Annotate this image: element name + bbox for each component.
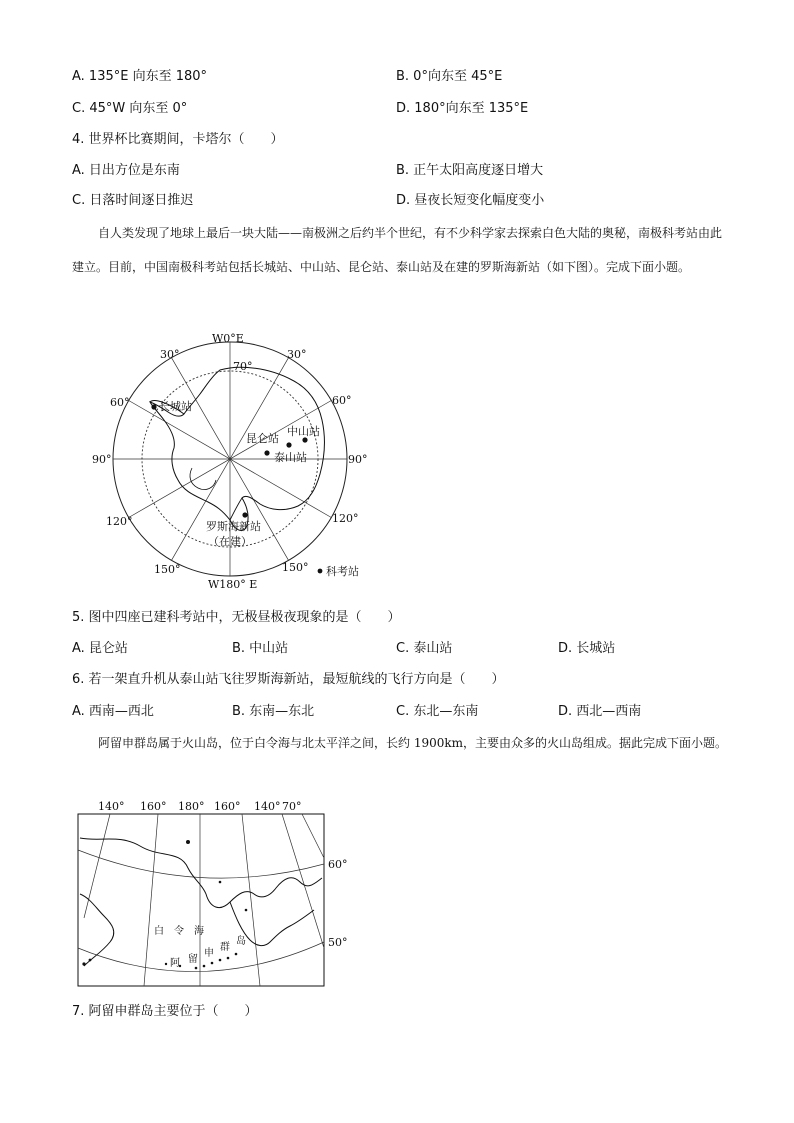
map1-lat-70: 70° (233, 360, 253, 373)
station-taishan-label: 泰山站 (274, 451, 307, 464)
q5-option-d: D. 长城站 (558, 641, 616, 656)
map2-sea-1: 白 (154, 926, 164, 937)
map1-tick-r60: 60° (332, 394, 352, 407)
q6-stem: 6. 若一架直升机从泰山站飞往罗斯海新站，最短航线的飞行方向是（ ） (72, 672, 505, 687)
map2-lon-160-right: 160° (214, 800, 241, 813)
map1-tick-l120: 120° (106, 515, 133, 528)
q6-option-c: C. 东北—东南 (396, 704, 479, 719)
station-luosihai-label: 罗斯海新站 (206, 520, 261, 533)
map2-lon-140-left: 140° (98, 800, 125, 813)
map1-tick-tl30: 30° (160, 348, 180, 361)
q4-stem: 4. 世界杯比赛期间，卡塔尔（ ） (72, 132, 284, 147)
q3-option-a: A. 135°E 向东至 180° (72, 69, 208, 84)
map2-lon-160-left: 160° (140, 800, 167, 813)
q7-stem: 7. 阿留申群岛主要位于（ ） (72, 1004, 258, 1019)
map1-tick-r120: 120° (332, 512, 359, 525)
q5-option-b: B. 中山站 (232, 641, 289, 656)
q5-option-c: C. 泰山站 (396, 641, 453, 656)
map2-lat-60: 60° (328, 858, 348, 871)
q6-option-a: A. 西南—西北 (72, 704, 154, 719)
passage-antarctica: 自人类发现了地球上最后一块大陆——南极洲之后约半个世纪，有不少科学家去探索白色大陆的奥秘，南极科考站由此建立。目前，中国南极科考站包括长城站、中山站、昆仑站、泰山站及在建的罗斯海新站（如下图）。完成下面小题。 (72, 226, 723, 274)
map2-island-4: 群 (220, 942, 230, 953)
station-changcheng-label: 长城站 (159, 400, 192, 413)
map1-bottom-label: W180° E (208, 578, 258, 590)
q6-option-b: B. 东南—东北 (232, 704, 315, 719)
map1-tick-bl150: 150° (154, 563, 181, 576)
aleutian-map (70, 798, 360, 988)
station-luosihai-note: （在建） (208, 535, 252, 548)
map1-tick-l60: 60° (110, 396, 130, 409)
map1-tick-br150: 150° (282, 561, 309, 574)
q3-option-b: B. 0°向东至 45°E (396, 69, 503, 84)
antarctica-map (70, 328, 370, 590)
map1-legend: 科考站 (326, 565, 359, 578)
map2-island-3: 申 (204, 948, 214, 959)
q3-option-d: D. 180°向东至 135°E (396, 101, 529, 116)
map2-island-5: 岛 (236, 936, 246, 947)
map2-island-1: 阿 (170, 958, 180, 969)
q5-stem: 5. 图中四座已建科考站中，无极昼极夜现象的是（ ） (72, 610, 401, 625)
q6-option-d: D. 西北—西南 (558, 704, 642, 719)
q4-option-d: D. 昼夜长短变化幅度变小 (396, 193, 545, 208)
map2-lon-180: 180° (178, 800, 205, 813)
station-zhongshan-label: 中山站 (287, 425, 320, 438)
map2-island-2: 留 (188, 954, 198, 965)
map2-lon-70: 70° (282, 800, 302, 813)
q4-option-c: C. 日落时间逐日推迟 (72, 193, 194, 208)
map1-tick-l90: 90° (92, 453, 112, 466)
q5-option-a: A. 昆仑站 (72, 641, 128, 656)
map1-tick-tr30: 30° (287, 348, 307, 361)
q4-option-a: A. 日出方位是东南 (72, 163, 180, 178)
map1-tick-r90: 90° (348, 453, 368, 466)
q4-option-b: B. 正午太阳高度逐日增大 (396, 163, 544, 178)
q3-option-c: C. 45°W 向东至 0° (72, 101, 188, 116)
station-kunlun-label: 昆仑站 (246, 432, 279, 445)
map2-lon-140-right: 140° (254, 800, 281, 813)
map1-top-label: W0°E (212, 332, 244, 345)
passage-aleutian: 阿留申群岛属于火山岛，位于白令海与北太平洋之间，长约 1900km，主要由众多的火山岛组成。据此完成下面小题。 (98, 736, 728, 750)
map2-lat-50: 50° (328, 936, 348, 949)
map2-sea-2: 令 (174, 926, 184, 937)
map2-sea-3: 海 (194, 926, 204, 937)
